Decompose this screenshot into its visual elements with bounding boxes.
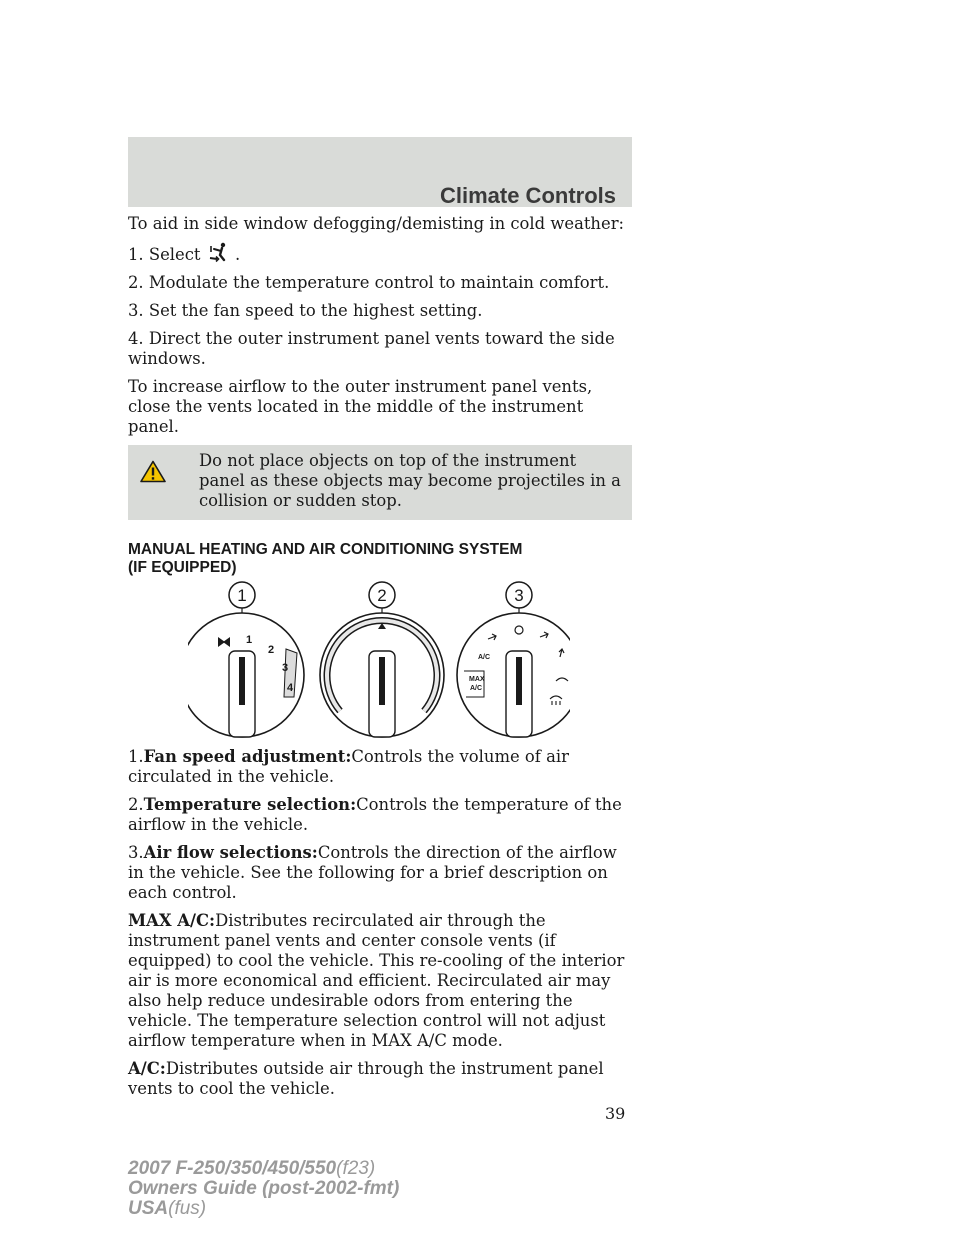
item-3-text: Controls the direction of the airflow in the vehicle. See the following for a brief description on each control.: [128, 843, 617, 902]
item-3-term: Air flow selections:: [143, 843, 318, 862]
mode-ac-text: Distributes outside air through the instrument panel vents to cool the vehicle.: [128, 1059, 604, 1098]
page-number: 39: [605, 1104, 626, 1123]
section-title: Climate Controls: [439, 183, 616, 208]
callout-1-label: 1: [237, 586, 247, 605]
item-1-text: Controls the volume of air circulated in the vehicle.: [128, 747, 569, 786]
step-4: 4. Direct the outer instrument panel vents toward the side windows.: [128, 329, 615, 368]
step-2: 2. Modulate the temperature control to maintain comfort.: [128, 273, 610, 292]
warning-text: Do not place objects on top of the instrument panel as these objects may become projectiles in a collision or sudden stop.: [199, 451, 621, 510]
mode-max-ac-text: Distributes recirculated air through the instrument panel vents and center console vents (if equipped) to cool the vehicle. This re-cooling of the interior air is more economical and efficient. Recirculated air may also help reduce undesirable odors from entering the vehicle. The temperature selection control will not adjust airflow temperature when in MAX A/C mode.: [128, 911, 625, 1050]
footer-market: USA: [128, 1198, 169, 1219]
footer-line-1: [128, 1159, 399, 1179]
item-3-num: 3.: [128, 843, 144, 862]
max-label: MAX: [469, 676, 485, 683]
step-1: [128, 242, 632, 265]
mode-ac: [128, 1059, 632, 1099]
airflow-tip: To increase airflow to the outer instrument panel vents, close the vents located in the middle of the instrument panel.: [128, 377, 593, 436]
fan-speed-knob[interactable]: [188, 613, 304, 737]
footer-line-2: Owners Guide (post-2002-fmt): [128, 1178, 400, 1199]
warning-box: [128, 445, 632, 520]
item-1-term: Fan speed adjustment:: [143, 747, 352, 766]
climate-control-knobs-figure: [188, 581, 570, 739]
ac-label: A/C: [478, 654, 491, 661]
footer-line-3: [128, 1199, 399, 1219]
intro-text: To aid in side window defogging/demisting in cold weather:: [128, 214, 625, 233]
footer-model: 2007 F-250/350/450/550: [128, 1158, 337, 1179]
item-2: [128, 795, 632, 835]
item-3: [128, 843, 632, 903]
floor-defrost-mode-icon: [208, 242, 228, 264]
warning-triangle-icon: [140, 460, 166, 483]
fan-speed-2: 2: [268, 644, 275, 656]
fan-speed-3: 3: [282, 662, 289, 674]
max-ac-label: A/C: [470, 685, 483, 692]
temperature-knob[interactable]: [320, 613, 444, 737]
item-1-num: 1.: [128, 747, 144, 766]
fan-speed-4: 4: [287, 682, 294, 694]
section-heading: MANUAL HEATING AND AIR CONDITIONING SYSTEM (IF EQUIPPED): [128, 541, 523, 576]
mode-max-ac: [128, 911, 632, 1051]
footer-market-code: (fus): [168, 1198, 207, 1219]
item-1: [128, 747, 632, 787]
header-band: [128, 137, 632, 207]
air-flow-knob[interactable]: [457, 613, 570, 737]
step-1-suffix: .: [234, 245, 241, 264]
step-3: 3. Set the fan speed to the highest setting.: [128, 301, 483, 320]
item-2-term: Temperature selection:: [143, 795, 357, 814]
item-2-num: 2.: [128, 795, 144, 814]
callout-3-label: 3: [514, 586, 524, 605]
item-2-text: Controls the temperature of the airflow in the vehicle.: [128, 795, 622, 834]
step-1-prefix: 1. Select: [128, 245, 201, 264]
mode-ac-term: A/C:: [128, 1059, 166, 1078]
fan-speed-1: 1: [246, 634, 253, 646]
footer-model-code: (f23): [336, 1158, 376, 1179]
mode-max-ac-term: MAX A/C:: [128, 911, 216, 930]
page-content: [128, 214, 632, 1107]
callout-2-label: 2: [377, 586, 387, 605]
footer: [128, 1159, 399, 1219]
